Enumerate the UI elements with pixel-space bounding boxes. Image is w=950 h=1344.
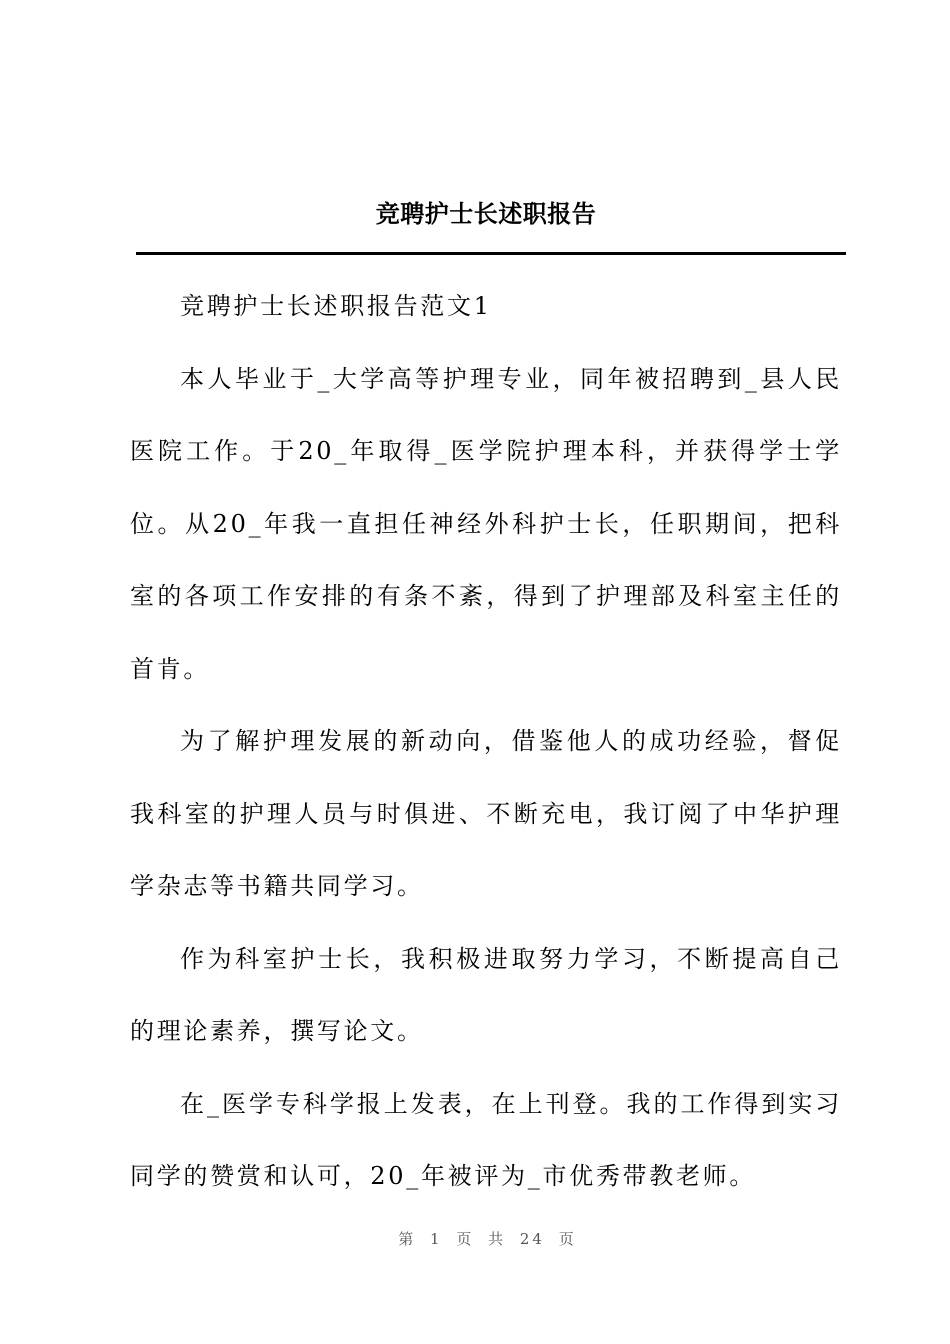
body-paragraph: 本人毕业于_大学高等护理专业，同年被招聘到_县人民医院工作。于20_年取得_医学院护理本科，并获得学士学位。从20_年我一直担任神经外科护士长，任职期间，把科室的各项工作安排的有条不紊，得到了护理部及科室主任的首肯。 — [130, 364, 842, 683]
document-title: 竞聘护士长述职报告 — [375, 199, 597, 228]
body-paragraph: 作为科室护士长，我积极进取努力学习，不断提高自己的理论素养，撰写论文。 — [130, 944, 842, 1045]
body-paragraph: 在_医学专科学报上发表，在上刊登。我的工作得到实习同学的赞赏和认可，20_年被评为_市优秀带教老师。 — [130, 1089, 842, 1190]
section-heading: 竞聘护士长述职报告范文1 — [180, 292, 492, 320]
page-footer: 第 1 页 共 24 页 — [398, 1230, 577, 1248]
title-divider — [136, 252, 846, 255]
document-body — [130, 270, 842, 1213]
body-paragraph: 为了解护理发展的新动向，借鉴他人的成功经验，督促我科室的护理人员与时俱进、不断充电，我订阅了中华护理学杂志等书籍共同学习。 — [130, 727, 842, 900]
